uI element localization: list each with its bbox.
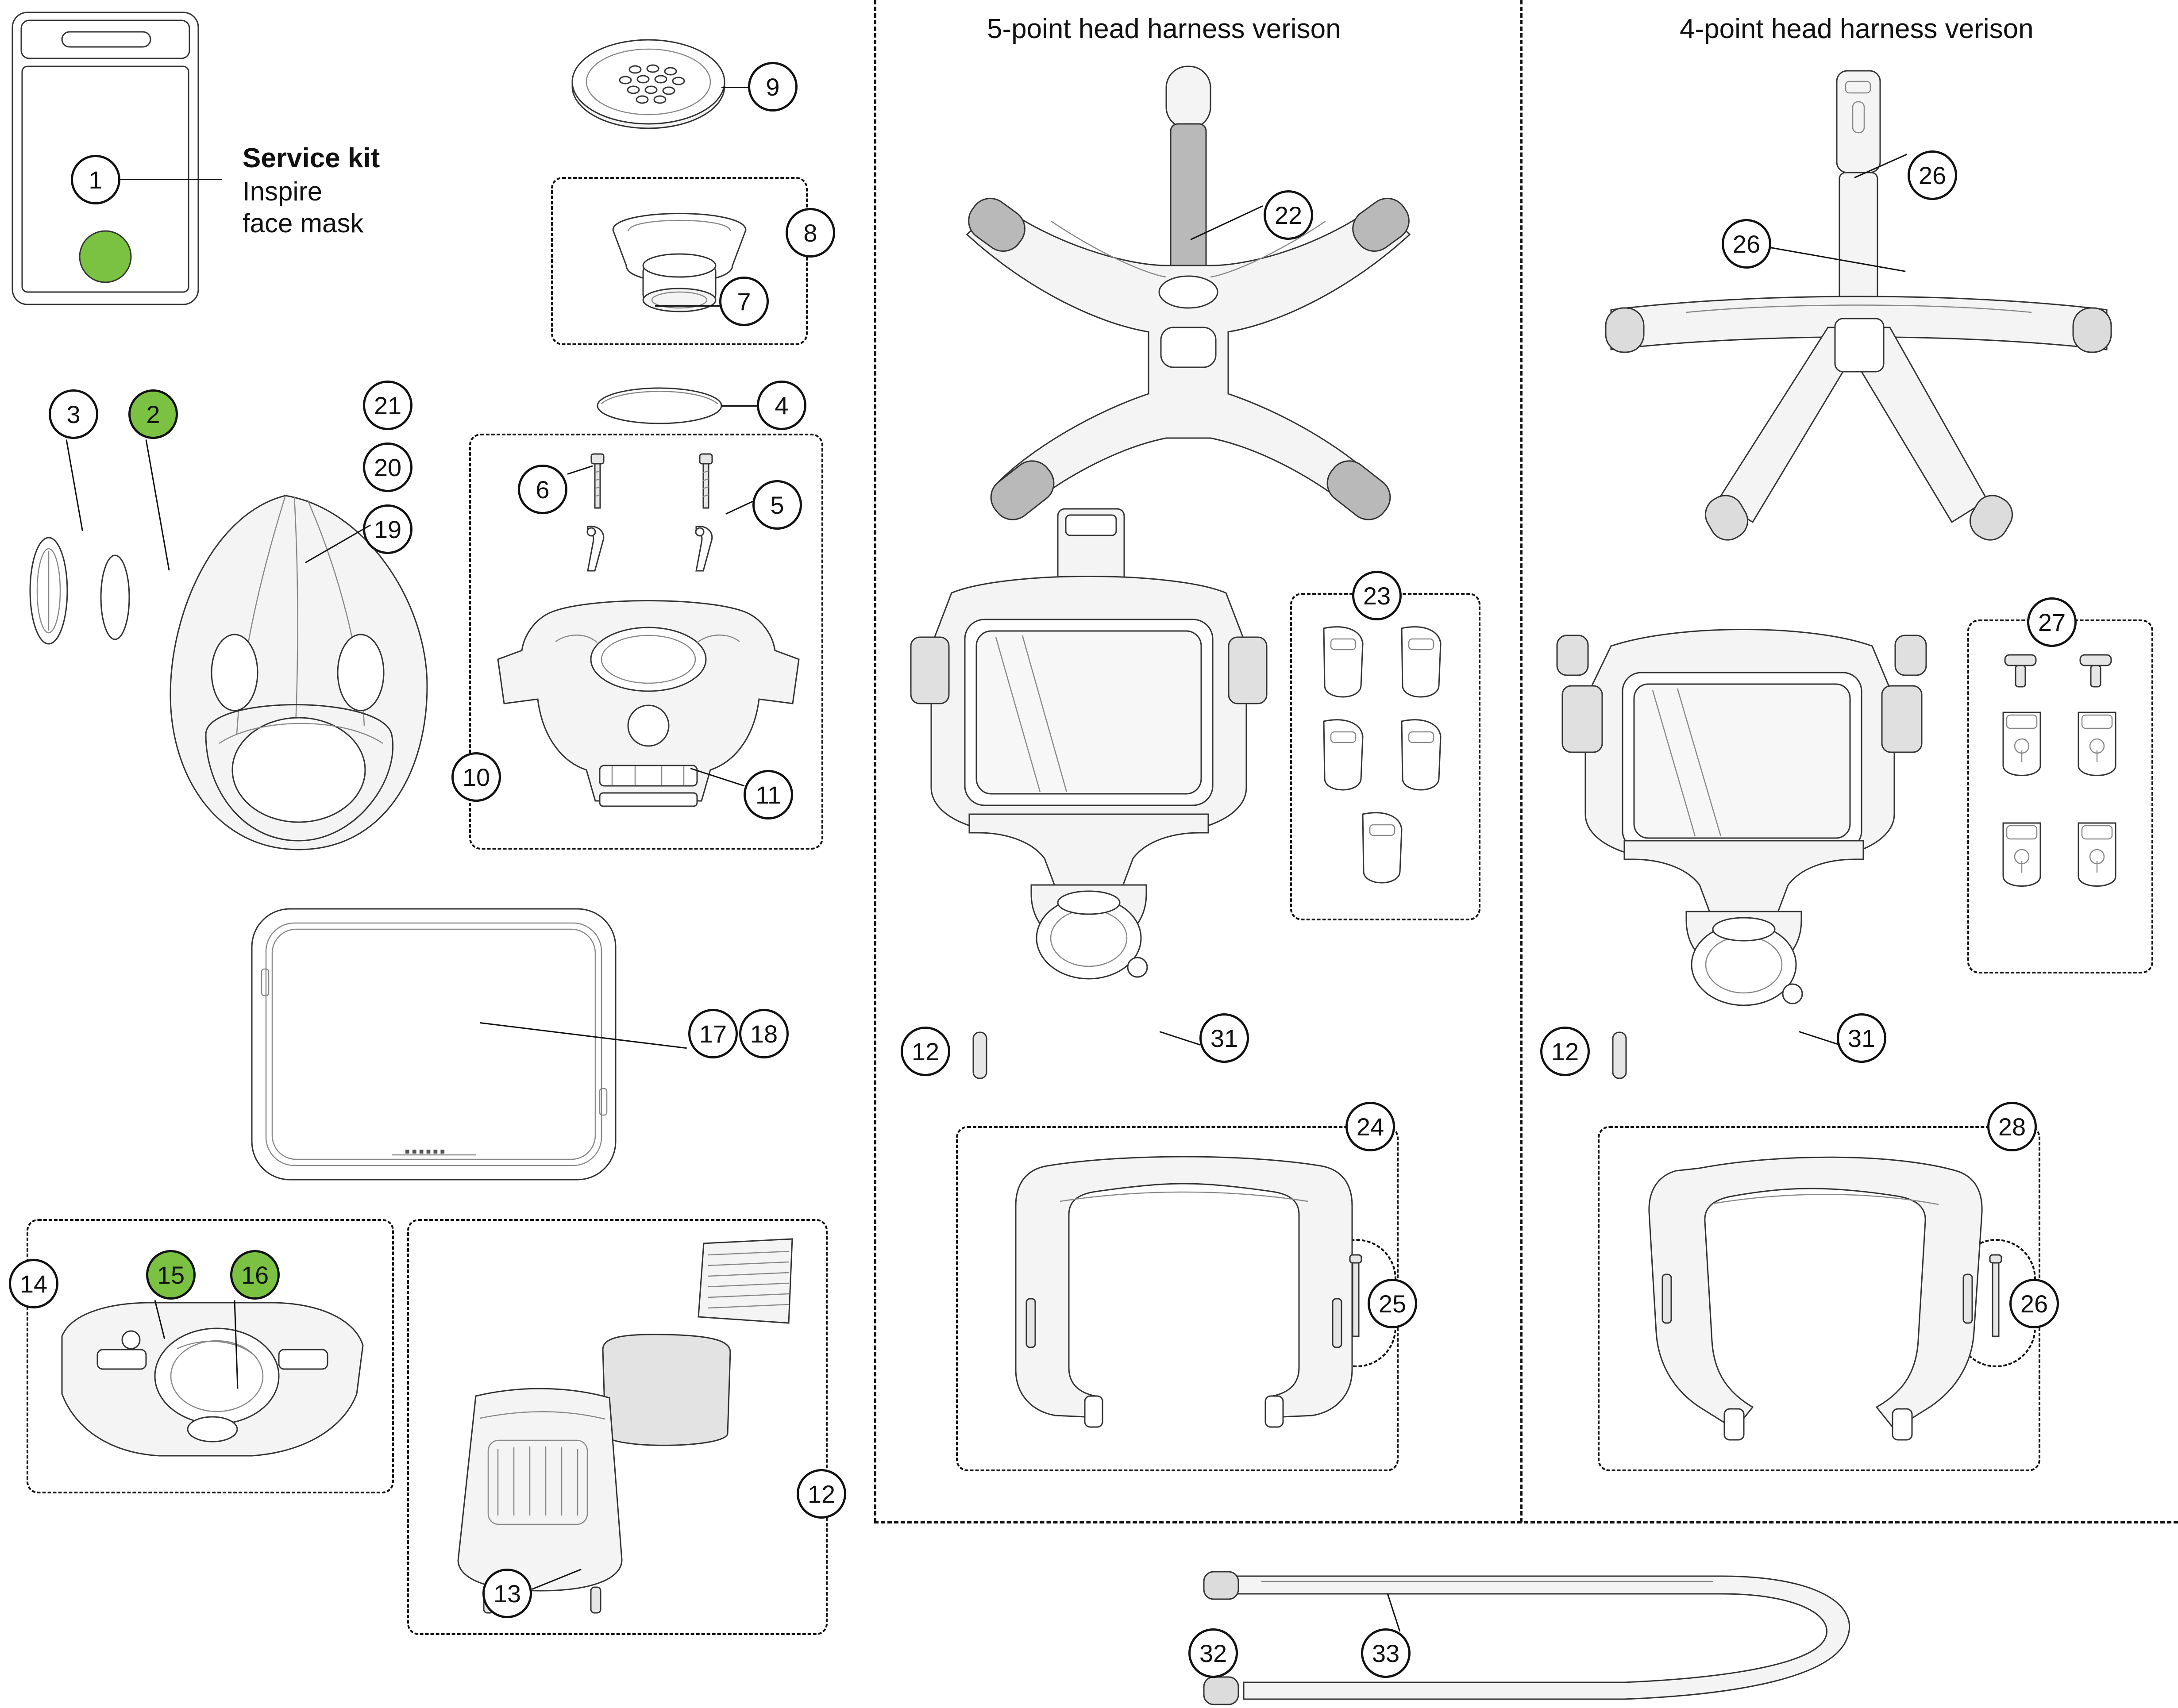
part-9-perforated-disc [569, 38, 728, 133]
callout-29[interactable]: 27 [2027, 597, 2077, 647]
part-14-cover [436, 1383, 644, 1617]
svg-text:■ ■ ■ ■ ■ ■: ■ ■ ■ ■ ■ ■ [405, 1147, 445, 1156]
service-kit-title: Service kit [243, 143, 380, 173]
callout-26-right[interactable]: 26 [2009, 1279, 2059, 1328]
callout-21[interactable]: 20 [363, 442, 412, 492]
callout-3[interactable]: 3 [49, 389, 98, 439]
callout-24[interactable]: 23 [1352, 571, 1402, 620]
callout-30[interactable]: 28 [1987, 1102, 2037, 1151]
part-6-clip [575, 522, 615, 575]
callout-1[interactable]: 1 [71, 155, 120, 204]
callout-2[interactable]: 2 [128, 389, 178, 439]
callout-19[interactable]: 18 [739, 1009, 789, 1058]
callout-7[interactable]: 7 [719, 277, 769, 326]
callout-12-right[interactable]: 12 [1540, 1027, 1590, 1076]
callout-13[interactable]: 12 [797, 1469, 846, 1519]
part-6-screw [584, 451, 611, 513]
part-3-disc [18, 531, 80, 650]
callout-8[interactable]: 8 [786, 208, 835, 258]
callout-5[interactable]: 5 [752, 480, 802, 530]
part-23-five-point-harness [918, 58, 1458, 531]
callout-15[interactable]: 14 [9, 1259, 58, 1308]
part-30-frame [1646, 1142, 1996, 1451]
part-29-fasteners [1987, 646, 2138, 956]
part-24-buckles [1308, 619, 1467, 903]
part-5-screw [693, 451, 719, 513]
callout-10[interactable]: 10 [451, 752, 501, 802]
leader-1 [120, 179, 222, 180]
part-5-clip [684, 522, 724, 575]
callout-23[interactable]: 22 [1264, 190, 1313, 240]
callout-25[interactable]: 24 [1345, 1102, 1395, 1151]
leader-3 [66, 439, 83, 531]
part-12-pin-right [1607, 1029, 1633, 1082]
callout-31-left[interactable]: 31 [1199, 1013, 1249, 1063]
divider-left-column [874, 0, 876, 1522]
callout-6[interactable]: 6 [518, 465, 567, 514]
assembly-four-point-mask [1536, 619, 1934, 1071]
part-27-28-four-point-harness [1598, 62, 2120, 549]
service-kit-sub-1: Inspire [243, 177, 323, 206]
title-four-point: 4-point head harness verison [1680, 14, 2034, 44]
assembly-five-point-mask [898, 504, 1279, 1066]
part-33-neck-strap [1191, 1566, 1899, 1708]
part-26-screw-left [1345, 1252, 1366, 1341]
callout-26-left[interactable]: 25 [1368, 1279, 1417, 1328]
callout-11[interactable]: 11 [744, 770, 793, 819]
part-13-grille [690, 1235, 801, 1336]
callout-27[interactable]: 26 [1908, 150, 1957, 200]
divider-right-column [1520, 0, 1523, 1522]
callout-12-left[interactable]: 12 [901, 1027, 950, 1076]
part-2-disc [91, 551, 139, 644]
part-26-screw-right [1985, 1252, 2006, 1341]
part-4-membrane [593, 378, 726, 431]
callout-33[interactable]: 33 [1361, 1628, 1411, 1678]
callout-4[interactable]: 4 [757, 381, 806, 430]
callout-14[interactable]: 13 [482, 1569, 532, 1618]
callout-17[interactable]: 16 [230, 1250, 280, 1300]
leader-7 [655, 305, 721, 307]
callout-32[interactable]: 32 [1188, 1628, 1238, 1678]
leader-4 [721, 405, 758, 407]
part-15-inner-assembly [44, 1283, 381, 1473]
title-five-point: 5-point head harness verison [987, 14, 1341, 44]
callout-20[interactable]: 19 [363, 504, 412, 554]
callout-16[interactable]: 15 [146, 1250, 196, 1300]
callout-31-right[interactable]: 31 [1837, 1013, 1886, 1063]
callout-28[interactable]: 26 [1722, 219, 1771, 269]
part-25-visor-frame [1007, 1148, 1361, 1431]
callout-9[interactable]: 9 [748, 62, 798, 112]
callout-22[interactable]: 21 [363, 381, 412, 430]
part-12-pin-left [967, 1029, 994, 1082]
divider-bottom [874, 1521, 2178, 1523]
callout-18[interactable]: 17 [688, 1009, 738, 1058]
leader-9 [721, 87, 749, 88]
part-18-19-visor [246, 903, 622, 1186]
service-kit-sub-2: face mask [243, 208, 364, 238]
